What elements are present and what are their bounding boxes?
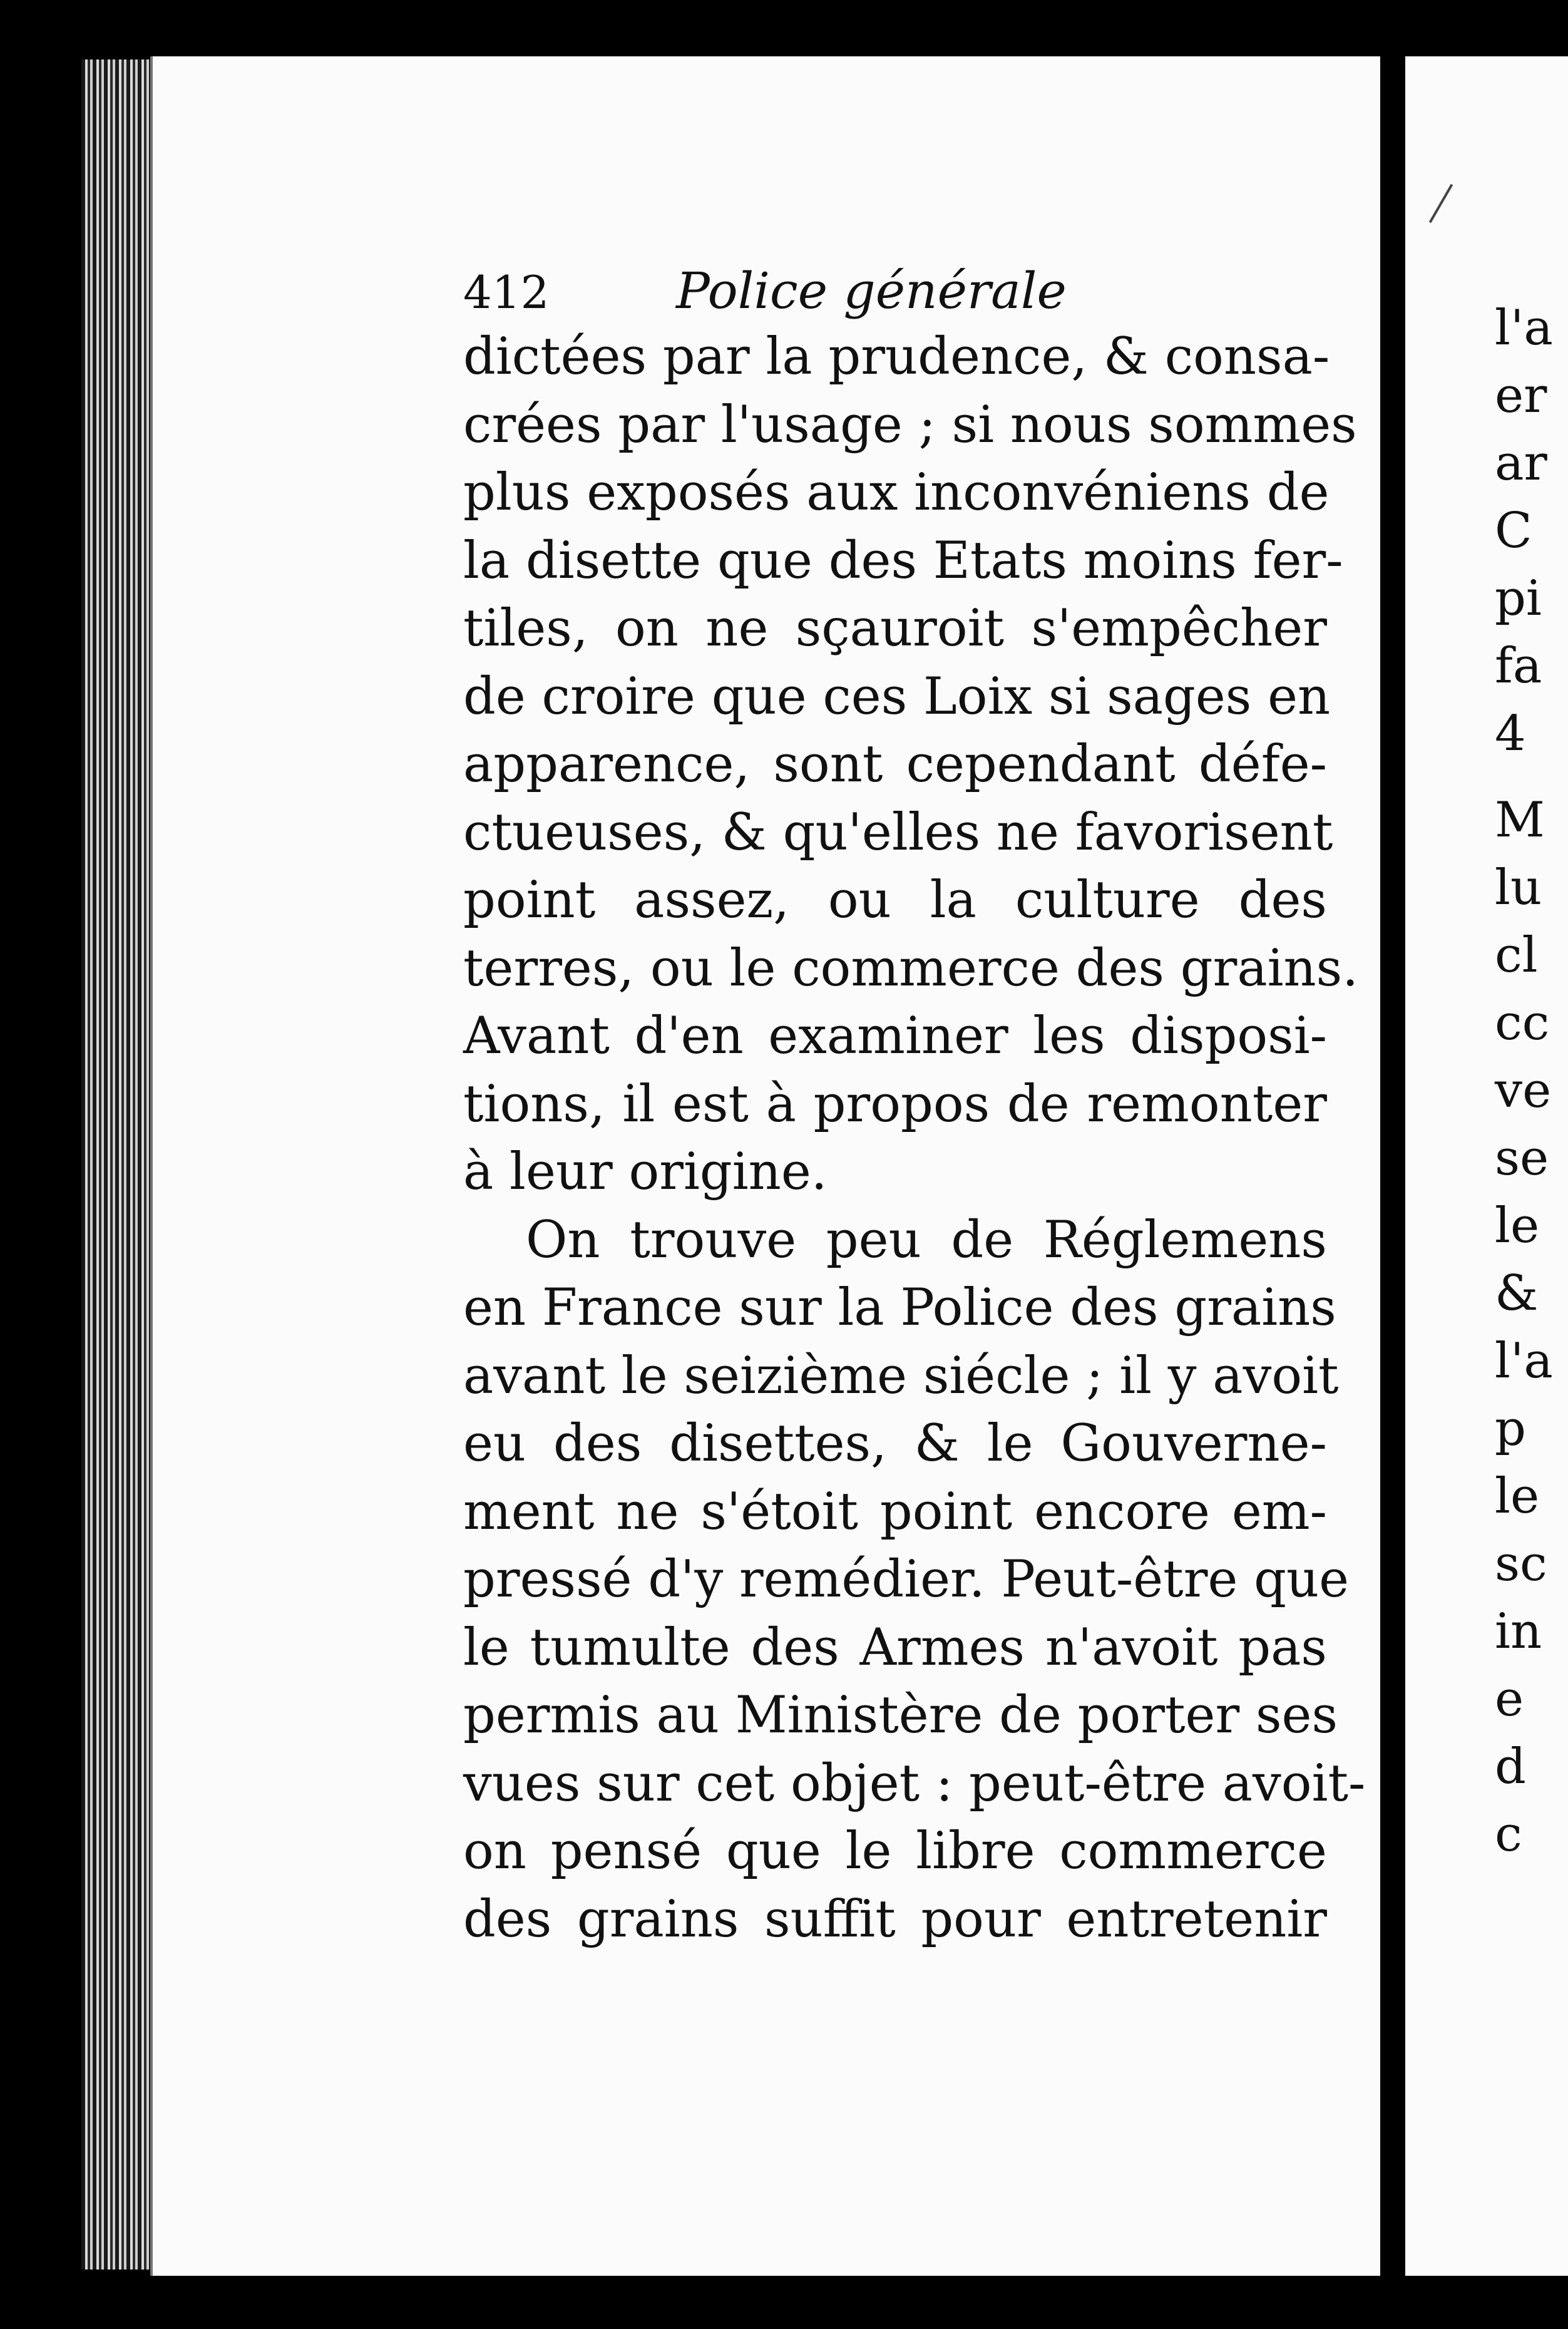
fragment-line: ar: [1495, 435, 1547, 491]
text-line: de croire que ces Loix si sages en: [463, 667, 1331, 726]
text-line: point assez, ou la culture des: [463, 871, 1327, 930]
fragment-gap: [1495, 768, 1553, 786]
next-page-fragments: [1495, 294, 1553, 1868]
fragment-line: C: [1495, 503, 1532, 559]
fragment-line: l'a: [1495, 300, 1553, 356]
fragment-line: in: [1495, 1603, 1542, 1660]
fragment-line: c: [1495, 1806, 1522, 1863]
fragment-line: sc: [1495, 1536, 1547, 1592]
left-page-text: [463, 262, 1366, 1953]
fragment-line: l'a: [1495, 1333, 1553, 1389]
fragment-line: se: [1495, 1130, 1549, 1186]
fragment-line: e: [1495, 1671, 1524, 1727]
text-line: ctueuses, & qu'elles ne favorisent: [463, 803, 1333, 862]
fragment-line: ve: [1495, 1062, 1552, 1119]
text-line: Avant d'en examiner les disposi-: [463, 1007, 1327, 1066]
text-line: tions, il est à propos de remonter: [463, 1074, 1327, 1134]
running-head-title: Police générale: [676, 262, 1067, 320]
paragraph-1: [463, 323, 1358, 1206]
fragment-line: lu: [1495, 860, 1542, 916]
fragment-line: d: [1495, 1739, 1526, 1795]
page-edges: [81, 59, 156, 2270]
text-line: plus exposés aux inconvéniens de: [463, 463, 1330, 522]
text-line: le tumulte des Armes n'avoit pas: [463, 1618, 1327, 1677]
text-line: eu des disettes, & le Gouverne-: [463, 1414, 1327, 1473]
text-line: en France sur la Police des grains: [463, 1278, 1336, 1337]
fragment-line: le: [1495, 1468, 1540, 1524]
fragment-line: pi: [1495, 570, 1542, 627]
text-line: permis au Ministère de porter ses: [463, 1686, 1338, 1745]
fragment-line: er: [1495, 368, 1547, 424]
fragment-line: M: [1495, 792, 1545, 848]
fragment-line: le: [1495, 1198, 1540, 1254]
text-line: terres, ou le commerce des grains.: [463, 938, 1358, 998]
text-line: avant le seizième siécle ; il y avoit: [463, 1346, 1339, 1406]
fragment-line: fa: [1495, 638, 1542, 694]
fragment-line: cc: [1495, 995, 1550, 1051]
fragment-line: &: [1495, 1265, 1539, 1322]
text-line: des grains suffit pour entretenir: [463, 1889, 1327, 1949]
fragment-line: cl: [1495, 927, 1538, 984]
paragraph-2: [463, 1206, 1366, 1954]
text-line: crées par l'usage ; si nous sommes: [463, 395, 1357, 455]
text-line: On trouve peu de Réglemens: [526, 1210, 1327, 1270]
running-head: [463, 263, 1327, 323]
fragment-page-number: 4: [1495, 706, 1526, 762]
text-line: ment ne s'étoit point encore em-: [463, 1482, 1327, 1541]
book-gutter: [1380, 50, 1408, 2285]
text-line: dictées par la prudence, & consa-: [463, 327, 1330, 386]
text-line: apparence, sont cependant défe-: [463, 735, 1327, 794]
text-line: à leur origine.: [463, 1143, 828, 1201]
fragment-line: p: [1495, 1401, 1526, 1457]
text-line: vues sur cet objet : peut-être avoit-: [463, 1754, 1366, 1813]
text-line: la disette que des Etats moins fer-: [463, 531, 1343, 590]
page-number: 412: [463, 266, 550, 319]
text-line: on pensé que le libre commerce: [463, 1822, 1327, 1881]
text-line: tiles, on ne sçauroit s'empêcher: [463, 599, 1327, 658]
text-line: pressé d'y remédier. Peut-être que: [463, 1550, 1350, 1609]
